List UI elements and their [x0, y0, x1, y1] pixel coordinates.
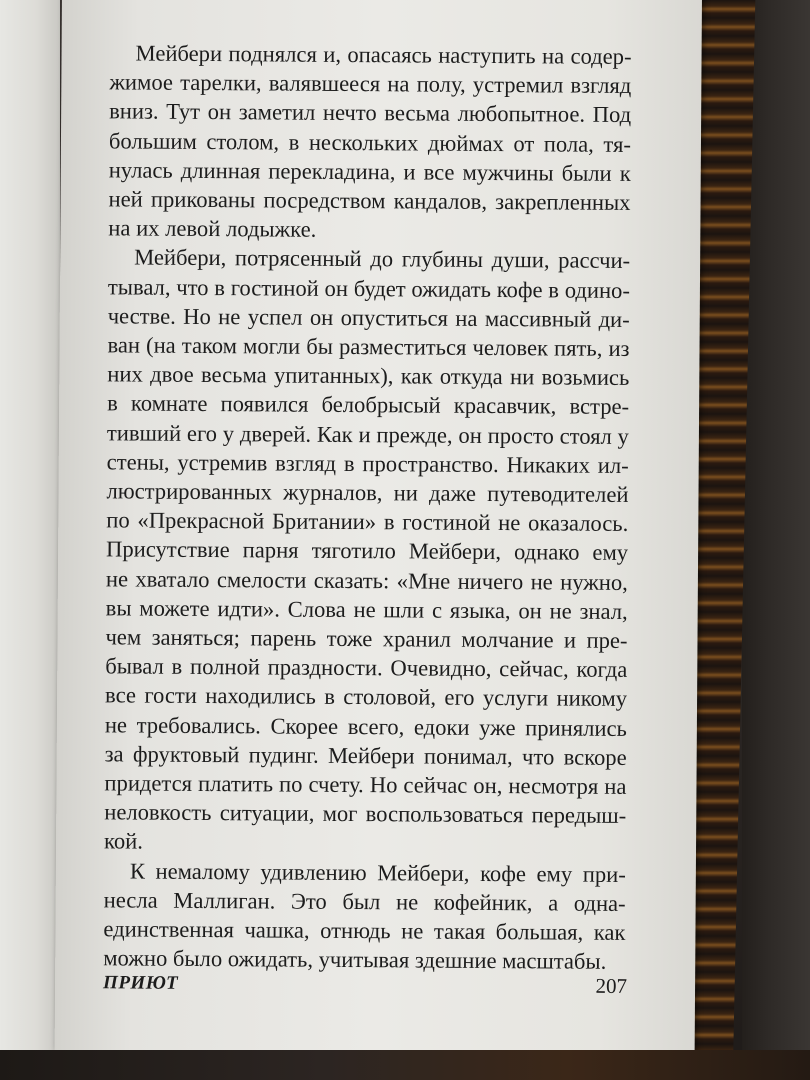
text-line: в комнате появился белобрысый красавчик, встре- [107, 390, 630, 420]
text-line: тивший его у дверей. Как и прежде, он просто стоял у [106, 419, 630, 449]
text-line: все гости находились в столовой, его услуги никому [105, 682, 628, 712]
text-line: неловкость ситуации, мог воспользоваться передыш- [104, 799, 627, 829]
text-line: них двое весьма упитанных), как откуда ни возьмись [107, 361, 630, 391]
text-line: можно было ожидать, учитывая здешние масштабы. [103, 945, 607, 975]
text-line: вниз. Тут он заметил нечто весьма любопытное. Под [109, 98, 632, 128]
text-line: честве. Но не успел он опуститься на массивный ди- [107, 303, 630, 332]
text-line: кой. [103, 828, 144, 855]
text-line: жимое тарелки, валявшееся на полу, устремил взгляд [109, 69, 632, 99]
text-line: единственная чашка, отнюдь не такая большая, как [103, 916, 626, 946]
text-line: тывал, что в гостиной он будет ожидать кофе в одино- [107, 273, 631, 303]
text-line: не хватало смелости сказать: «Мне ничего не нужно, [105, 565, 628, 595]
text-line: ней прикованы посредством кандалов, закрепленных [108, 186, 631, 215]
text-line: Присутствие парня тяготило Мейбери, однако ему [106, 536, 629, 566]
facing-page-text-fragment [2, 19, 58, 1060]
text-line: стены, устремив взгляд в пространство. Никаких ил- [106, 449, 629, 478]
text-line: нулась длинная перекладина, и все мужчины были к [108, 157, 631, 186]
page-body-text [103, 38, 632, 976]
text-line: за фруктовый пудинг. Мейбери понимал, что вскоре [104, 741, 627, 770]
facing-page-edge [0, 0, 60, 1080]
text-line: вы можете идти». Слова не шли с языка, он не знал, [105, 595, 628, 624]
text-line: Мейбери поднялся и, опасаясь наступить на содер- [135, 40, 632, 69]
text-line: бывал в полной праздности. Очевидно, сейчас, когда [105, 653, 628, 683]
text-line: чем заняться; парень тоже хранил молчание и пре- [105, 624, 628, 654]
book-page [55, 0, 702, 1054]
text-line: люстрированных журналов, ни даже путеводителей [106, 478, 629, 508]
text-line: ван (на таком могли бы разместиться человек пять, из [107, 332, 630, 362]
page-number: 207 [595, 973, 628, 998]
text-line: придется платить по счету. Но сейчас он, несмотря на [104, 770, 627, 800]
text-line: К немалому удивлению Мейбери, кофе ему при- [129, 858, 626, 887]
running-footer-title: ПРИЮТ [103, 972, 179, 994]
text-line: несла Маллиган. Это был не кофейник, а одна- [103, 887, 626, 916]
text-line: по «Прекрасной Британии» в гостиной не оказалось. [106, 507, 629, 537]
text-line: Мейбери, потрясенный до глубины души, рассчи- [134, 244, 631, 274]
bottom-edge [0, 1050, 810, 1080]
text-line: большим столом, в нескольких дюймах от пола, тя- [108, 127, 632, 157]
table-shadow [742, 0, 810, 1080]
text-line: не требовались. Скорее всего, едоки уже принялись [104, 711, 627, 741]
text-line: на их левой лодыжке. [108, 215, 317, 242]
